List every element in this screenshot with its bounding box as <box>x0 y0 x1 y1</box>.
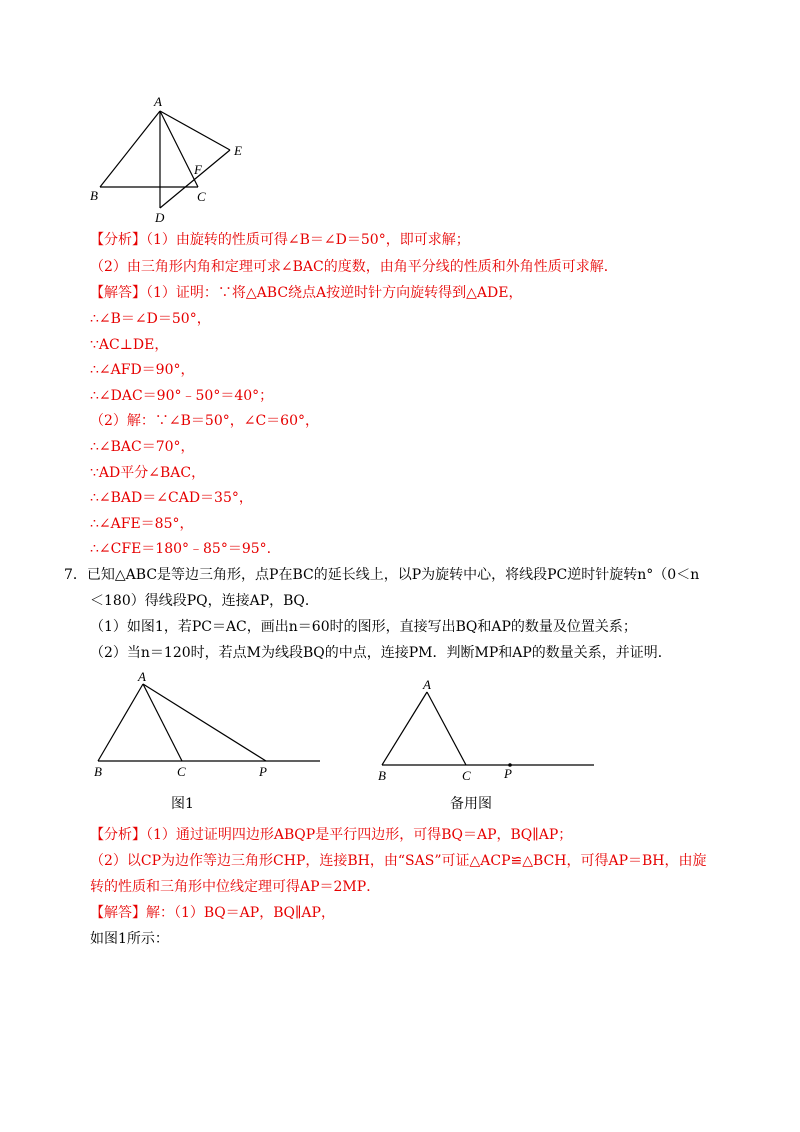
prev-answer-4: ∴∠AFD＝90°， <box>90 362 195 378</box>
label-c: C <box>462 768 471 783</box>
label-d: D <box>155 210 165 225</box>
label-p: P <box>504 766 512 781</box>
label-b: B <box>94 764 102 779</box>
prev-answer-9: ∴∠BAD＝∠CAD＝35°， <box>90 490 253 506</box>
label-b: B <box>378 768 386 783</box>
segment-ab <box>100 111 160 187</box>
segment-ab <box>98 684 143 761</box>
segment-ac <box>427 692 466 765</box>
spare-figure-caption: 备用图 <box>450 796 492 812</box>
label-a: A <box>154 94 162 109</box>
prev-answer-5: ∴∠DAC＝90°﹣50°＝40°； <box>90 388 274 404</box>
segment-ac <box>160 111 198 187</box>
figure-1-caption: 图1 <box>171 796 194 812</box>
label-b: B <box>90 188 98 203</box>
label-c: C <box>197 189 206 204</box>
prev-answer-2: ∴∠B＝∠D＝50°， <box>90 311 211 327</box>
spare-figure <box>372 676 597 786</box>
prev-analysis-2: （2）由三角形内角和定理可求∠BAC的度数，由角平分线的性质和外角性质可求解． <box>90 259 618 275</box>
problem7-stem-2: ＜180）得线段PQ，连接AP，BQ． <box>90 593 319 609</box>
problem7-part-2: （2）当n＝120时，若点M为线段BQ的中点，连接PM．判断MP和AP的数量关系，并证明． <box>90 645 672 661</box>
prev-answer-8: ∵AD平分∠BAC， <box>90 465 206 481</box>
label-p: P <box>259 764 267 779</box>
segment-ap <box>143 684 266 761</box>
p7-analysis-1: 【分析】（1）通过证明四边形ABQP是平行四边形，可得BQ＝AP，BQ∥AP； <box>90 827 573 843</box>
rotation-figure <box>80 90 260 225</box>
figure-1 <box>88 670 328 780</box>
label-a: A <box>138 670 146 684</box>
prev-answer-11: ∴∠CFE＝180°﹣85°＝95°. <box>90 541 272 557</box>
label-f: F <box>194 162 202 177</box>
prev-answer-3: ∵AC⊥DE， <box>90 337 169 353</box>
prev-analysis-1: 【分析】（1）由旋转的性质可得∠B＝∠D＝50°，即可求解； <box>90 232 470 248</box>
label-a: A <box>423 677 431 692</box>
problem7-stem-1: 7．已知△ABC是等边三角形，点P在BC的延长线上，以P为旋转中心，将线段PC逆时针旋转n°（0＜n <box>64 567 700 583</box>
prev-answer-6: （2）解：∵∠B＝50°，∠C＝60°， <box>90 413 319 429</box>
prev-answer-10: ∴∠AFE＝85°， <box>90 516 194 532</box>
label-c: C <box>177 764 186 779</box>
p7-analysis-2: （2）以CP为边作等边三角形CHP，连接BH，由“SAS”可证△ACP≌△BCH，可得AP＝BH，由旋 <box>90 853 707 869</box>
segment-de <box>160 150 230 208</box>
label-e: E <box>234 143 242 158</box>
prev-answer-1: 【解答】（1）证明：∵将△ABC绕点A按逆时针方向旋转得到△ADE， <box>90 285 523 301</box>
p7-analysis-3: 转的性质和三角形中位线定理可得AP＝2MP． <box>90 879 381 895</box>
segment-ab <box>382 692 427 765</box>
segment-ae <box>160 111 230 150</box>
p7-answer-1: 【解答】解：（1）BQ＝AP，BQ∥AP， <box>90 905 335 921</box>
p7-answer-figure-ref: 如图1所示： <box>90 931 169 947</box>
problem7-part-1: （1）如图1，若PC＝AC，画出n＝60时的图形，直接写出BQ和AP的数量及位置关系； <box>90 619 637 635</box>
prev-answer-7: ∴∠BAC＝70°， <box>90 439 195 455</box>
